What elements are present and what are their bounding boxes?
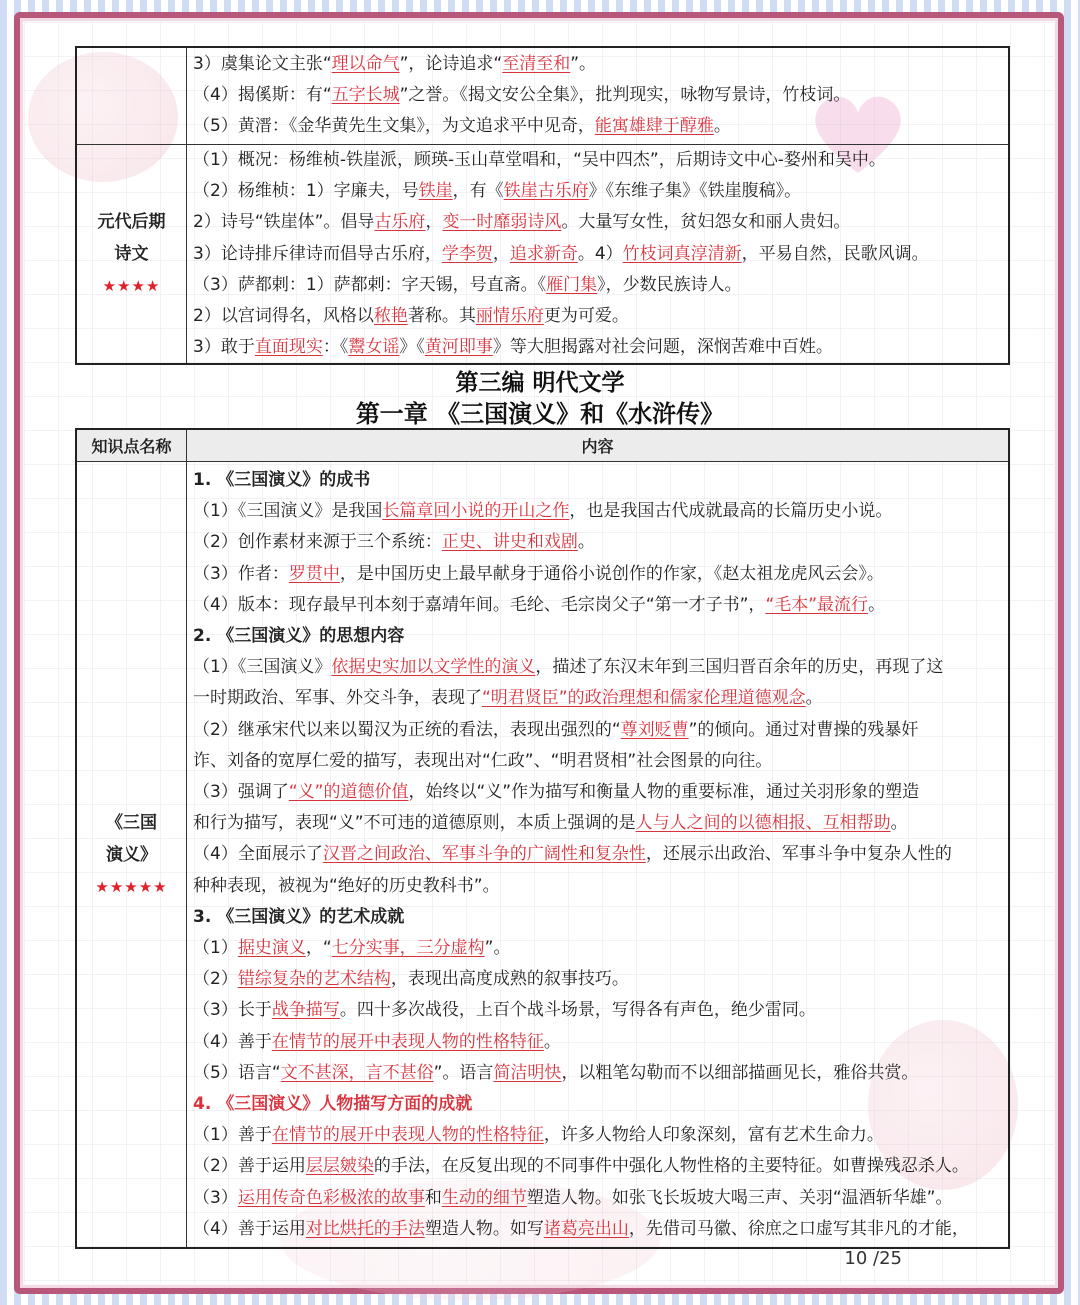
content-line	[193, 239, 1002, 270]
text-segment: （4）揭傒斯：有“	[193, 85, 332, 106]
content-line	[193, 496, 1002, 527]
text-segment: 更为可爱。	[543, 306, 629, 327]
key-term: 汉晋之间政治、军事斗争的广阔性和复杂性	[322, 844, 646, 865]
text-segment: 2）以宫词得名，风格以	[193, 306, 374, 327]
text-segment: 种种表现，被视为“绝好的历史教科书”。	[193, 875, 500, 896]
text-segment: ，是中国历史上最早献身于通俗小说创作的作家，《赵太祖龙虎风云会》。	[339, 563, 884, 584]
key-term: 层层皴染	[305, 1156, 374, 1177]
chapter-title: 第一章 《三国演义》和《水浒传》	[355, 400, 725, 428]
key-term: 五字长城	[331, 85, 400, 106]
content-line	[193, 933, 1002, 964]
text-segment: 3）论诗排斥律诗而倡导古乐府，	[193, 243, 442, 264]
text-segment: ，平易自然，民歌风调。	[741, 243, 929, 264]
key-term: 运用传奇色彩极浓的故事	[237, 1187, 425, 1208]
content-line	[193, 621, 1002, 652]
content-line	[193, 777, 1002, 808]
text-segment: （5）语言“	[193, 1062, 281, 1083]
key-term: 学李贺	[441, 243, 493, 264]
text-segment: ，以粗笔勾勒而不以细部描画见长，雅俗共赏。	[561, 1062, 919, 1083]
text-segment: 和行为描写，表现“义”不可违的道德原则，本质上强调的是	[193, 813, 636, 834]
text-segment: （4）善于运用	[193, 1218, 306, 1239]
sanguo-table	[75, 428, 1010, 1249]
table-row	[77, 48, 1008, 144]
text-segment: 4. 《三国演义》人物描写方面的成就	[193, 1094, 473, 1115]
text-segment: 3）虞集论文主张“	[193, 54, 332, 74]
text-segment: ，“	[305, 938, 332, 959]
text-segment: 》等大胆揭露对社会问题，深悯苦难中百姓。	[492, 337, 833, 358]
text-segment: 。	[577, 532, 595, 553]
page-number: 10 /25	[844, 1248, 902, 1269]
text-segment: ”。	[570, 54, 597, 74]
content-line	[193, 80, 1002, 111]
key-term: 丽情乐府	[475, 306, 544, 327]
content-line	[193, 1151, 1002, 1182]
importance-stars: ★★★★	[102, 277, 161, 296]
text-segment: 》《	[399, 337, 425, 358]
text-segment: （1）《三国演义》	[193, 657, 332, 678]
content-cell	[187, 48, 1008, 144]
text-segment: （2）继承宋代以来以蜀汉为正统的看法，表现出强烈的“	[193, 719, 621, 740]
key-term: 人与人之间的以德相报、互相帮助	[635, 813, 891, 834]
key-term: 黄河即事	[424, 337, 493, 358]
key-term: 秾艳	[373, 306, 408, 327]
text-segment: （4）版本：现存最早刊本刻于嘉靖年间。毛纶、毛宗岗父子“第一才子书”，	[193, 594, 766, 615]
content-line	[193, 111, 1002, 142]
text-segment: （1）善于	[193, 1125, 272, 1146]
text-segment: 。	[805, 688, 823, 709]
key-term: 雁门集	[546, 274, 598, 295]
knowledge-name-line: 《三国	[106, 812, 157, 833]
key-term: 诸葛亮出山	[543, 1218, 629, 1239]
key-term: 错综复杂的艺术结构	[237, 969, 391, 990]
content-line	[193, 145, 1002, 176]
key-term: “义”的道德价值	[288, 782, 409, 803]
key-term: 正史、讲史和戏剧	[441, 532, 578, 553]
key-term: 简洁明快	[493, 1062, 562, 1083]
table-header	[77, 430, 1008, 462]
key-term: 对比烘托的手法	[305, 1218, 425, 1239]
content-line	[193, 559, 1002, 590]
text-segment: 一时期政治、军事、外交斗争，表现了	[193, 688, 482, 709]
content-line	[193, 746, 1002, 777]
content-line	[193, 332, 1002, 363]
text-segment: ，	[425, 212, 443, 233]
text-segment: ”的倾向。通过对曹操的残暴奸	[688, 719, 919, 740]
header-content: 内容	[581, 437, 614, 456]
content-line	[193, 808, 1002, 839]
text-segment: （2）善于运用	[193, 1156, 306, 1177]
text-segment: （1）《三国演义》是我国	[193, 501, 383, 522]
key-term: 变一时靡弱诗风	[442, 212, 562, 233]
key-term: 能寓雄肆于醇雅	[594, 116, 714, 137]
text-segment: 2）诗号“铁崖体”。倡导	[193, 212, 375, 233]
text-segment: ”。	[484, 938, 511, 959]
content-line	[193, 1183, 1002, 1214]
content-line	[193, 871, 1002, 902]
text-segment: ，	[492, 243, 510, 264]
text-segment: ”，论诗追求“	[399, 54, 503, 74]
content-cell	[187, 145, 1008, 363]
key-term: 古乐府	[374, 212, 426, 233]
text-segment: 。	[868, 594, 886, 615]
content-line	[193, 683, 1002, 714]
content-line	[193, 465, 1002, 496]
key-term: 鬻女谣	[348, 337, 400, 358]
text-segment: ”之誉。《揭文安公全集》，批判现实，咏物写景诗，竹枝词。	[399, 85, 851, 106]
content-line	[193, 176, 1002, 207]
key-term: 竹枝词真淳清新	[622, 243, 742, 264]
content-line	[193, 527, 1002, 558]
key-term: 直面现实	[254, 337, 323, 358]
key-term: 理以命气	[331, 54, 400, 74]
part-title: 第三编 明代文学	[455, 370, 625, 396]
text-segment: 3）敢于	[193, 337, 255, 358]
text-segment: 1. 《三国演义》的成书	[193, 470, 371, 490]
text-segment: （3）	[193, 1187, 238, 1208]
knowledge-name-cell	[77, 145, 187, 363]
key-term: 铁崖古乐府	[503, 181, 589, 202]
content-line	[193, 1089, 1002, 1120]
text-segment: 。大量写女性，贫妇怨女和丽人贵妇。	[561, 212, 851, 233]
text-segment: 》，少数民族诗人。	[597, 274, 742, 295]
key-term: “毛本”最流行	[765, 594, 869, 615]
text-segment: 。四十多次战役，上百个战斗场景，写得各有声色，绝少雷同。	[339, 1000, 816, 1021]
knowledge-name-cell	[77, 48, 187, 144]
text-segment: （2）杨维桢：1）字廉夫，号	[193, 181, 419, 202]
header-knowledge-name: 知识点名称	[77, 430, 187, 461]
text-segment: 。4）	[577, 243, 623, 264]
content-line	[193, 1058, 1002, 1089]
content-line	[193, 207, 1002, 238]
key-term: 铁崖	[418, 181, 453, 202]
text-segment: （5）黄溍：《金华黄先生文集》，为文追求平中见奇，	[193, 116, 595, 137]
table-row	[77, 144, 1008, 363]
knowledge-name-line: 元代后期	[97, 212, 166, 233]
text-segment: ：《	[322, 337, 349, 358]
content-line	[193, 270, 1002, 301]
content-line	[193, 902, 1002, 933]
content-line	[193, 301, 1002, 332]
text-segment: （4）全面展示了	[193, 844, 323, 865]
table-row	[77, 462, 1008, 1247]
content-line	[193, 995, 1002, 1026]
key-term: 生动的细节	[441, 1187, 527, 1208]
content-line	[193, 1027, 1002, 1058]
content-line	[193, 652, 1002, 683]
text-segment: ，许多人物给人印象深刻，富有艺术生命力。	[543, 1125, 884, 1146]
text-segment: ，还展示出政治、军事斗争中复杂人性的	[645, 844, 952, 865]
key-term: 罗贯中	[288, 563, 340, 584]
text-segment: ”。语言	[433, 1062, 494, 1083]
text-segment: （2）	[193, 969, 238, 990]
text-segment: （4）善于	[193, 1031, 272, 1052]
text-segment: （3）强调了	[193, 782, 289, 803]
text-segment: 。	[543, 1031, 561, 1052]
text-segment: 。	[890, 813, 908, 834]
content-line	[193, 49, 1002, 80]
importance-stars: ★★★★★	[95, 877, 168, 896]
text-segment: 》《东维子集》《铁崖腹稿》。	[588, 181, 802, 202]
text-segment: ，始终以“义”作为描写和衡量人物的重要标准，通过关羽形象的塑造	[408, 782, 920, 803]
key-term: 在情节的展开中表现人物的性格特征	[271, 1125, 544, 1146]
text-segment: （3）萨都剌：1）萨都剌：字天锡，号直斋。《	[193, 274, 547, 295]
text-segment: 。	[713, 116, 731, 137]
key-term: 七分实事，三分虚构	[331, 938, 485, 959]
text-segment: 塑造人物。如张飞长坂坡大喝三声、关羽“温酒斩华雄”。	[526, 1187, 953, 1208]
text-segment: （3）长于	[193, 1000, 272, 1021]
text-segment: 著称。其	[407, 306, 476, 327]
knowledge-name-line: 诗文	[114, 244, 149, 265]
text-segment: （2）创作素材来源于三个系统：	[193, 532, 442, 553]
key-term: 据史演义	[237, 938, 306, 959]
content-line	[193, 1120, 1002, 1151]
key-term: 长篇章回小说的开山之作	[382, 501, 570, 522]
knowledge-name-cell	[77, 462, 187, 1247]
text-segment: ，先借司马徽、徐庶之口虚写其非凡的才能，	[628, 1218, 969, 1239]
key-term: 至清至和	[502, 54, 571, 74]
content-line	[193, 590, 1002, 621]
text-segment: （1）	[193, 938, 238, 959]
key-term: 追求新奇	[509, 243, 578, 264]
content-line	[193, 715, 1002, 746]
content-cell	[187, 462, 1008, 1247]
text-segment: ，也是我国古代成就最高的长篇历史小说。	[569, 501, 893, 522]
knowledge-name-line: 演义》	[106, 844, 157, 865]
content-line	[193, 1214, 1002, 1245]
key-term: “明君贤臣”的政治理想和儒家伦理道德观念	[482, 688, 806, 709]
text-segment: ，有《	[452, 181, 504, 202]
key-term: 尊刘贬曹	[620, 719, 689, 740]
text-segment: 诈、刘备的宽厚仁爱的描写，表现出对“仁政”、“明君贤相”社会图景的向往。	[193, 750, 773, 771]
key-term: 在情节的展开中表现人物的性格特征	[271, 1031, 544, 1052]
text-segment: 2. 《三国演义》的思想内容	[193, 626, 405, 647]
text-segment: 塑造人物。如写	[424, 1218, 544, 1239]
text-segment: （3）作者：	[193, 563, 289, 584]
text-segment: ，表现出高度成熟的叙事技巧。	[390, 969, 629, 990]
key-term: 文不甚深，言不甚俗	[280, 1062, 434, 1083]
yuan-literature-table	[75, 46, 1010, 365]
text-segment: ，描述了东汉末年到三国归晋百余年的历史，再现了这	[535, 657, 944, 678]
key-term: 依据史实加以文学性的演义	[331, 657, 536, 678]
text-segment: 和	[424, 1187, 442, 1208]
text-segment: 3. 《三国演义》的艺术成就	[193, 906, 405, 927]
key-term: 战争描写	[271, 1000, 340, 1021]
content-line	[193, 964, 1002, 995]
text-segment: （1）概况：杨维桢-铁崖派，顾瑛-玉山草堂唱和，“吴中四杰”，后期诗文中心-婺州和吴中。	[193, 150, 886, 170]
content-line	[193, 839, 1002, 870]
text-segment: 的手法，在反复出现的不同事件中强化人物性格的主要特征。如曹操残忍杀人。	[373, 1156, 969, 1177]
